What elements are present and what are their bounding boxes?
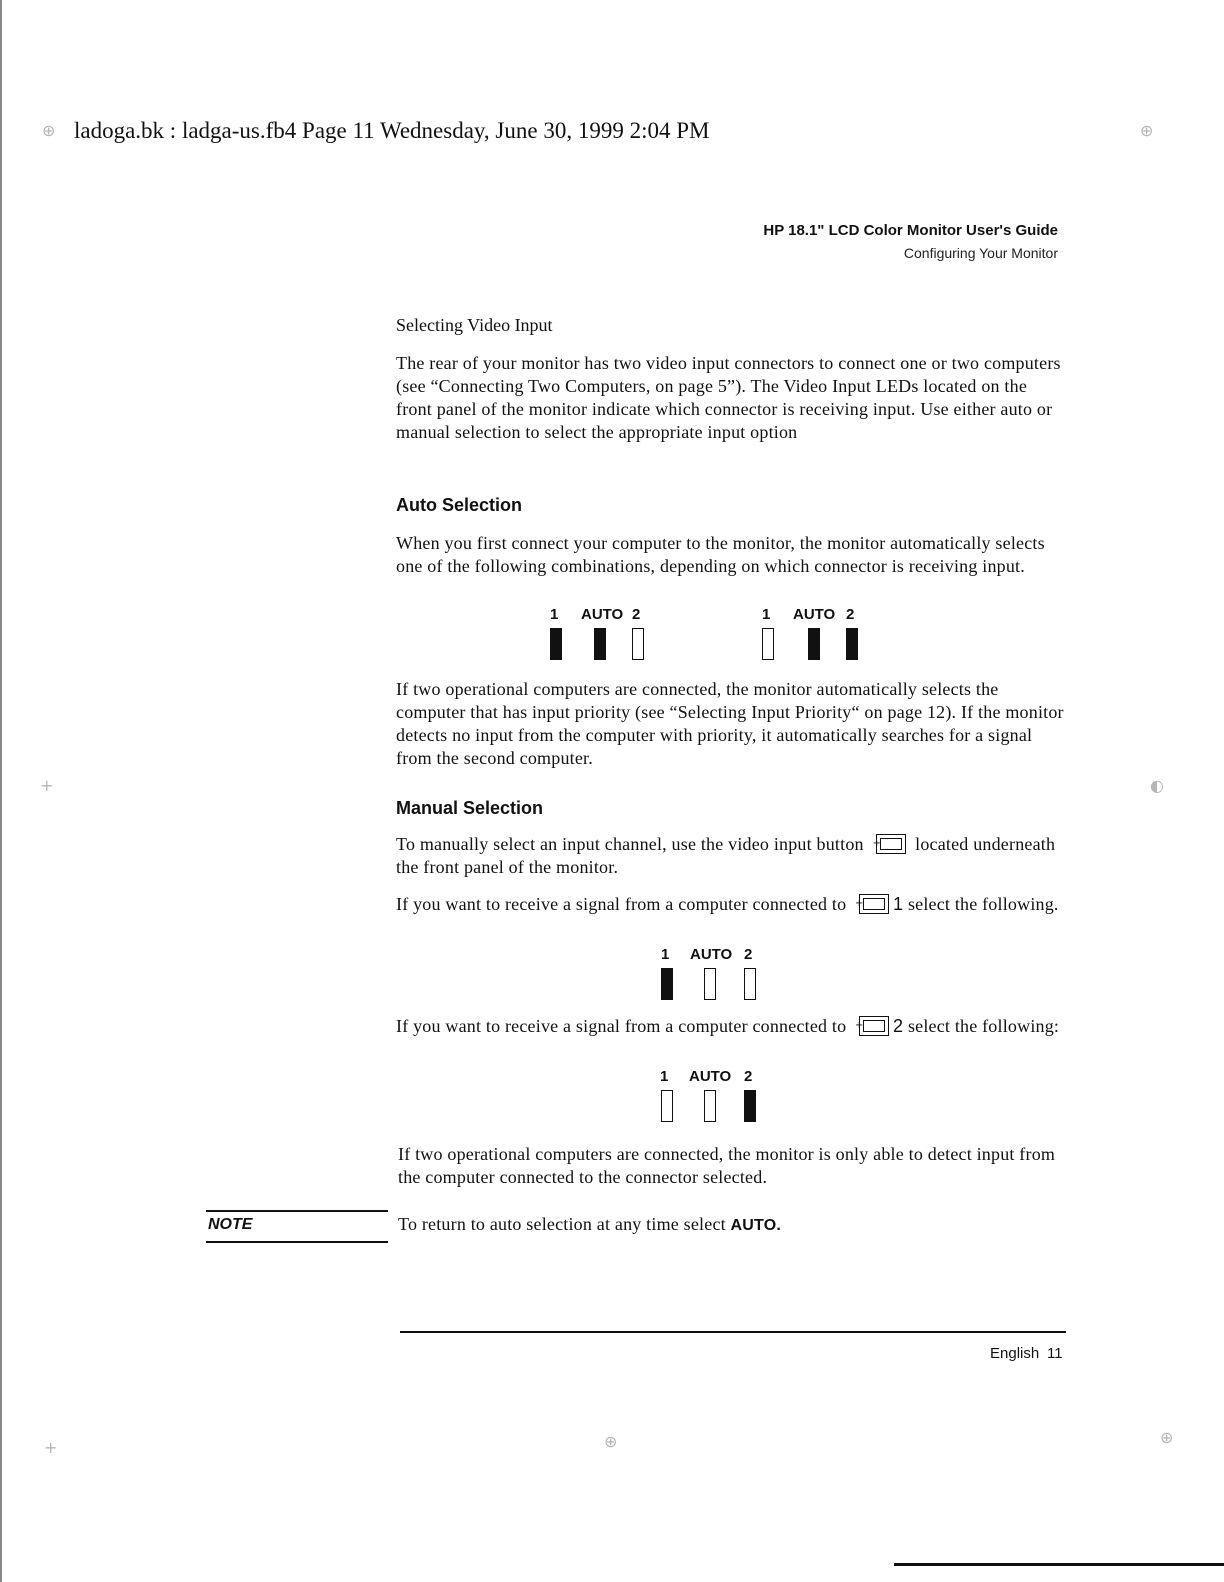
led-label-1: 1 — [661, 946, 670, 963]
manual-paragraph-1: To manually select an input channel, use the video input button + located underneath the front panel of the monitor. — [396, 834, 1056, 877]
registration-mark-icon: ⊕ — [42, 121, 56, 140]
led-input-1 — [550, 628, 562, 660]
running-header-title: HP 18.1" LCD Color Monitor User's Guide — [763, 222, 1058, 239]
led-label-1: 1 — [762, 606, 771, 623]
manual-paragraph-2: If you want to receive a signal from a computer connected to + 1 select the following. — [396, 894, 1059, 914]
bottom-edge-rule — [894, 1563, 1224, 1566]
led-label-2: 2 — [846, 606, 855, 623]
led-label-2: 2 — [632, 606, 641, 623]
registration-mark-icon: + — [40, 776, 54, 795]
registration-mark-icon: + — [44, 1438, 58, 1457]
led-diagram-manual-1 — [658, 946, 778, 1008]
auto-selection-paragraph: When you first connect your computer to the monitor, the monitor automatically selects one of the following combinations, depending on which connector is receiving input. — [396, 533, 1045, 576]
led-auto — [704, 1090, 716, 1122]
note-label: NOTE — [208, 1216, 253, 1233]
led-label-auto: AUTO — [581, 606, 624, 623]
auto-selection-heading: Auto Selection — [396, 495, 523, 515]
running-header-subtitle: Configuring Your Monitor — [903, 245, 1058, 261]
auto-priority-paragraph: If two operational computers are connected, the monitor automatically selects the computer that has input priority (see “Selecting Input Priority“ on page 12). If the monitor detects no input from the computer with priority, it automatically searches for a signal from the second computer. — [396, 679, 1064, 768]
led-input-2 — [632, 628, 644, 660]
note-rule-bottom — [206, 1241, 388, 1243]
led-auto — [808, 628, 820, 660]
footer-page-number: 11 — [1047, 1345, 1063, 1362]
led-label-1: 1 — [550, 606, 559, 623]
note-text: To return to auto selection at any time select AUTO. — [398, 1214, 782, 1234]
led-auto — [704, 968, 716, 1000]
registration-mark-icon: ⊕ — [604, 1432, 618, 1451]
video-input-button-icon: + — [855, 1016, 889, 1036]
led-label-1: 1 — [660, 1068, 669, 1085]
led-label-auto: AUTO — [793, 606, 836, 623]
registration-mark-icon: ⊕ — [1140, 121, 1154, 140]
led-auto — [594, 628, 606, 660]
led-label-auto: AUTO — [689, 1068, 732, 1085]
video-input-button-icon: + — [872, 834, 906, 854]
note-rule-top — [206, 1210, 388, 1212]
page-left-edge — [0, 0, 2, 1582]
manual-selection-heading: Manual Selection — [396, 798, 544, 818]
video-input-button-icon: + — [855, 894, 889, 914]
led-diagram-manual-2 — [658, 1068, 778, 1130]
led-input-1 — [661, 968, 673, 1000]
led-label-auto: AUTO — [690, 946, 733, 963]
led-diagram-auto-b — [760, 606, 880, 668]
file-banner: ladoga.bk : ladga-us.fb4 Page 11 Wednesday, June 30, 1999 2:04 PM — [74, 118, 710, 143]
registration-mark-icon: ◐ — [1150, 776, 1164, 795]
led-input-2 — [744, 1090, 756, 1122]
led-input-1 — [762, 628, 774, 660]
led-input-2 — [744, 968, 756, 1000]
intro-paragraph: The rear of your monitor has two video input connectors to connect one or two computers (see “Connecting Two Computers, on page 5”). The Video Input LEDs located on the front panel of the monitor indicate which connector is receiving input. Use either auto or manual selection to select the appropriate input option — [396, 353, 1061, 442]
manual-paragraph-3: If you want to receive a signal from a computer connected to + 2 select the following: — [396, 1016, 1060, 1036]
led-label-2: 2 — [744, 1068, 753, 1085]
footer-language: English — [990, 1345, 1040, 1362]
led-label-2: 2 — [744, 946, 753, 963]
section-heading: Selecting Video Input — [396, 315, 553, 335]
registration-mark-icon: ⊕ — [1160, 1428, 1174, 1447]
footer-rule — [400, 1331, 1066, 1333]
led-input-1 — [661, 1090, 673, 1122]
led-input-2 — [846, 628, 858, 660]
led-diagram-auto-a — [548, 606, 668, 668]
manual-paragraph-4: If two operational computers are connected, the monitor is only able to detect input from the computer connected to the connector selected. — [398, 1144, 1056, 1187]
